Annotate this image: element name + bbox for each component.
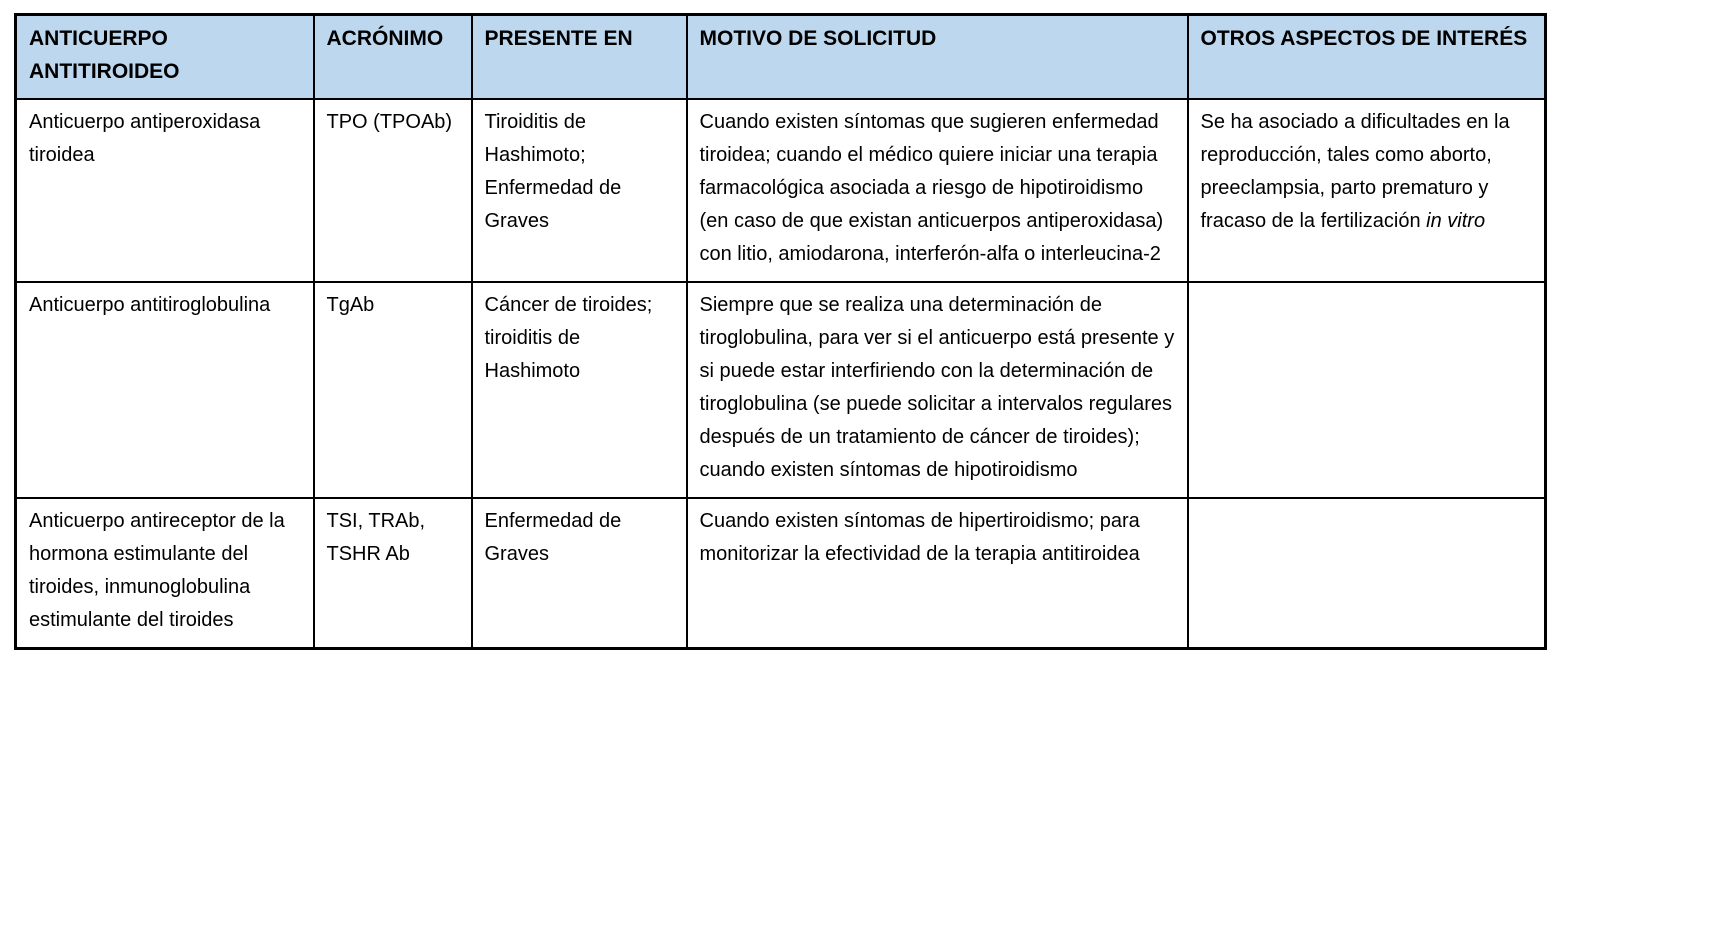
- cell-present-in: Enfermedad de Graves: [472, 498, 687, 649]
- antithyroid-antibody-table: [14, 13, 1547, 650]
- cell-reason: Cuando existen síntomas que sugieren enfermedad tiroidea; cuando el médico quiere iniciar una terapia farmacológica asociada a riesgo de hipotiroidismo (en caso de que existan anticuerpos antiperoxidasa) con litio, amiodarona, interferón-alfa o interleucina-2: [687, 99, 1188, 282]
- cell-antibody: Anticuerpo antireceptor de la hormona estimulante del tiroides, inmunoglobulina estimulante del tiroides: [16, 498, 314, 649]
- cell-acronym: TgAb: [314, 282, 472, 498]
- cell-antibody: Anticuerpo antitiroglobulina: [16, 282, 314, 498]
- cell-acronym: TPO (TPOAb): [314, 99, 472, 282]
- other-text-italic: in vitro: [1426, 210, 1486, 232]
- cell-acronym: TSI, TRAb, TSHR Ab: [314, 498, 472, 649]
- table-row: [16, 99, 1546, 282]
- cell-reason: Cuando existen síntomas de hipertiroidismo; para monitorizar la efectividad de la terapia antitiroidea: [687, 498, 1188, 649]
- cell-other: [1188, 99, 1546, 282]
- table-header-row: [16, 15, 1546, 100]
- header-cell-antibody: ANTICUERPO ANTITIROIDEO: [16, 15, 314, 100]
- table-header: [16, 15, 1546, 100]
- cell-reason: Siempre que se realiza una determinación de tiroglobulina, para ver si el anticuerpo está presente y si puede estar interfiriendo con la determinación de tiroglobulina (se puede solicitar a intervalos regulares después de un tratamiento de cáncer de tiroides); cuando existen síntomas de hipotiroidismo: [687, 282, 1188, 498]
- header-cell-acronym: ACRÓNIMO: [314, 15, 472, 100]
- cell-present-in: Tiroiditis de Hashimoto; Enfermedad de Graves: [472, 99, 687, 282]
- cell-present-in: Cáncer de tiroides; tiroiditis de Hashimoto: [472, 282, 687, 498]
- header-cell-other: OTROS ASPECTOS DE INTERÉS: [1188, 15, 1546, 100]
- table-row: [16, 498, 1546, 649]
- cell-antibody: Anticuerpo antiperoxidasa tiroidea: [16, 99, 314, 282]
- cell-other: [1188, 282, 1546, 498]
- header-cell-reason: MOTIVO DE SOLICITUD: [687, 15, 1188, 100]
- table-body: [16, 99, 1546, 649]
- other-text: Se ha asociado a dificultades en la reproducción, tales como aborto, preeclampsia, parto prematuro y fracaso de la fertilización: [1200, 111, 1510, 232]
- cell-other: [1188, 498, 1546, 649]
- table-row: [16, 282, 1546, 498]
- header-cell-present-in: PRESENTE EN: [472, 15, 687, 100]
